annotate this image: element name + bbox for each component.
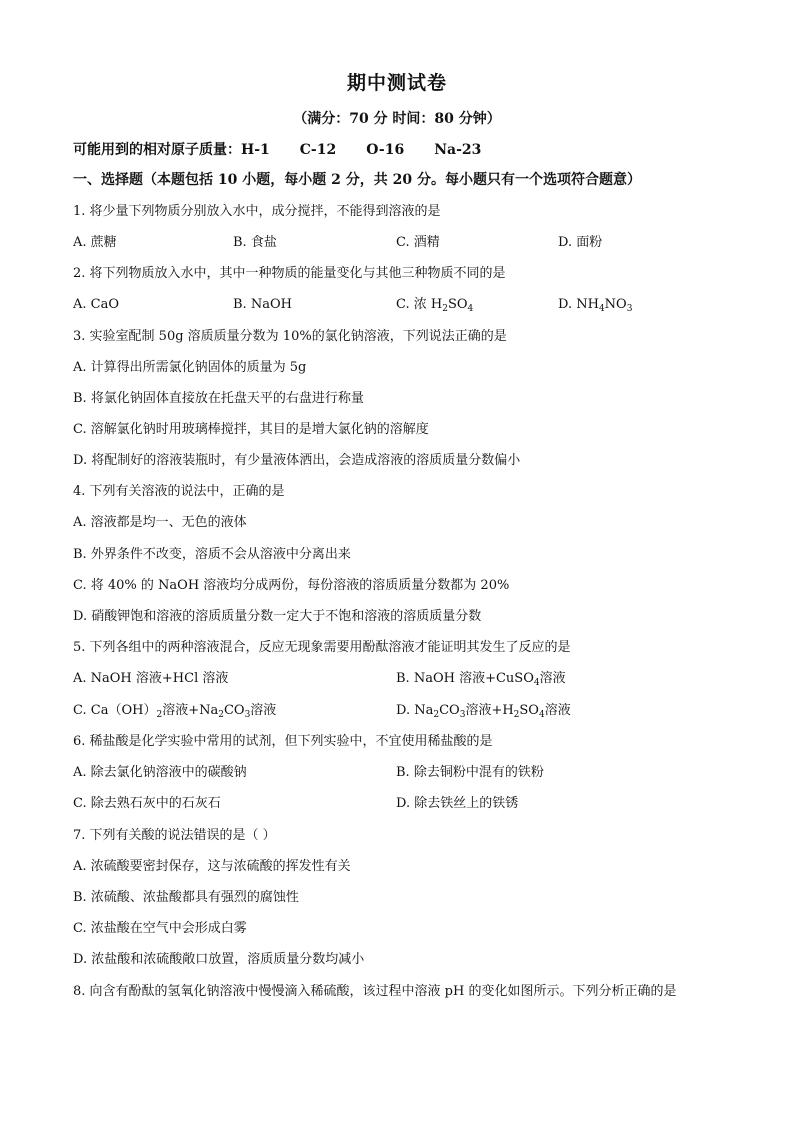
page-title: 期中测试卷: [346, 72, 447, 94]
q6-option-d: D. 除去铁丝上的铁锈: [396, 796, 519, 811]
q1-option-d: D. 面粉: [558, 235, 603, 250]
q5-option-c: C. $Ca(OH)_2$溶液$+Na_2CO_3$溶液: [73, 703, 277, 720]
atomic-mass-line: [73, 141, 481, 159]
q5-option-d: D. $Na_2CO_3$溶液$+H_2SO_4$溶液: [396, 703, 571, 720]
q3-option-b: B. 将氯化钠固体直接放在托盘天平的右盘进行称量: [73, 391, 364, 406]
q8-stem: 8. 向含有酚酞的氢氧化钠溶液中慢慢滴入稀硫酸，该过程中溶液 pH 的变化如图所示。下列分析正确的是: [73, 984, 677, 999]
q1-stem: 1. 将少量下列物质分别放入水中，成分搅拌，不能得到溶液的是: [73, 204, 441, 219]
q4-option-b: B. 外界条件不改变，溶质不会从溶液中分离出来: [73, 547, 351, 562]
q4-option-d: D. 硝酸钾饱和溶液的溶质质量分数一定大于不饱和溶液的溶质质量分数: [73, 609, 482, 624]
q6-option-b: B. 除去铜粉中混有的铁粉: [396, 765, 544, 780]
atomic-mass-na: Na-23: [434, 142, 482, 158]
atomic-mass-c: C-12: [299, 142, 337, 158]
q5-stem: 5. 下列各组中的两种溶液混合，反应无现象需要用酚酞溶液才能证明其发生了反应的是: [73, 640, 571, 655]
q6-stem: 6. 稀盐酸是化学实验中常用的试剂，但下列实验中，不宜使用稀盐酸的是: [73, 734, 493, 749]
q1-option-c: C. 酒精: [396, 235, 440, 250]
q7-option-b: B. 浓硫酸、浓盐酸都具有强烈的腐蚀性: [73, 890, 299, 905]
q3-option-a: A. 计算得出所需氯化钠固体的质量为 5g: [73, 360, 307, 375]
atomic-mass-label: 可能用到的相对原子质量：: [73, 142, 241, 158]
q3-option-c: C. 溶解氯化钠时用玻璃棒搅拌，其目的是增大氯化钠的溶解度: [73, 422, 429, 437]
q2-option-b: B. NaOH: [233, 297, 292, 312]
atomic-mass-h: H-1: [241, 142, 270, 158]
section-heading: 一、选择题（本题包括 10 小题，每小题 2 分，共 20 分。每小题只有一个选项符合题意）: [73, 172, 641, 188]
q3-stem: 3. 实验室配制 50g 溶质质量分数为 10%的氯化钠溶液，下列说法正确的是: [73, 329, 507, 344]
q2-option-c: C. 浓 $H_2SO_4$: [396, 297, 474, 314]
q4-option-c: C. 将 40% 的 NaOH 溶液均分成两份，每份溶液的溶质质量分数都为 20%: [73, 578, 510, 593]
atomic-mass-o: O-16: [366, 142, 405, 158]
q2-stem: 2. 将下列物质放入水中，其中一种物质的能量变化与其他三种物质不同的是: [73, 266, 506, 281]
q2-option-a: A. CaO: [73, 297, 120, 312]
q4-stem: 4. 下列有关溶液的说法中，正确的是: [73, 484, 285, 499]
q7-option-d: D. 浓盐酸和浓硫酸敞口放置，溶质质量分数均减小: [73, 952, 365, 967]
q1-option-a: A. 蔗糖: [73, 235, 117, 250]
q2-option-d: D. $NH_4NO_3$: [558, 297, 633, 314]
q7-stem: 7. 下列有关酸的说法错误的是（ ）: [73, 828, 276, 843]
q5-option-b: B. NaOH 溶液+CuSO$_4$溶液: [396, 671, 566, 688]
q7-option-c: C. 浓盐酸在空气中会形成白雾: [73, 921, 247, 936]
q5-option-a: A. NaOH 溶液+HCl 溶液: [73, 671, 229, 686]
q3-option-d: D. 将配制好的溶液装瓶时，有少量液体洒出，会造成溶液的溶质质量分数偏小: [73, 453, 521, 468]
q4-option-a: A. 溶液都是均一、无色的液体: [73, 515, 247, 530]
q7-option-a: A. 浓硫酸要密封保存，这与浓硫酸的挥发性有关: [73, 859, 351, 874]
q6-option-c: C. 除去熟石灰中的石灰石: [73, 796, 221, 811]
q6-option-a: A. 除去氯化钠溶液中的碳酸钠: [73, 765, 247, 780]
q1-option-b: B. 食盐: [233, 235, 277, 250]
page-subtitle: （满分：70 分 时间：80 分钟）: [293, 111, 501, 127]
